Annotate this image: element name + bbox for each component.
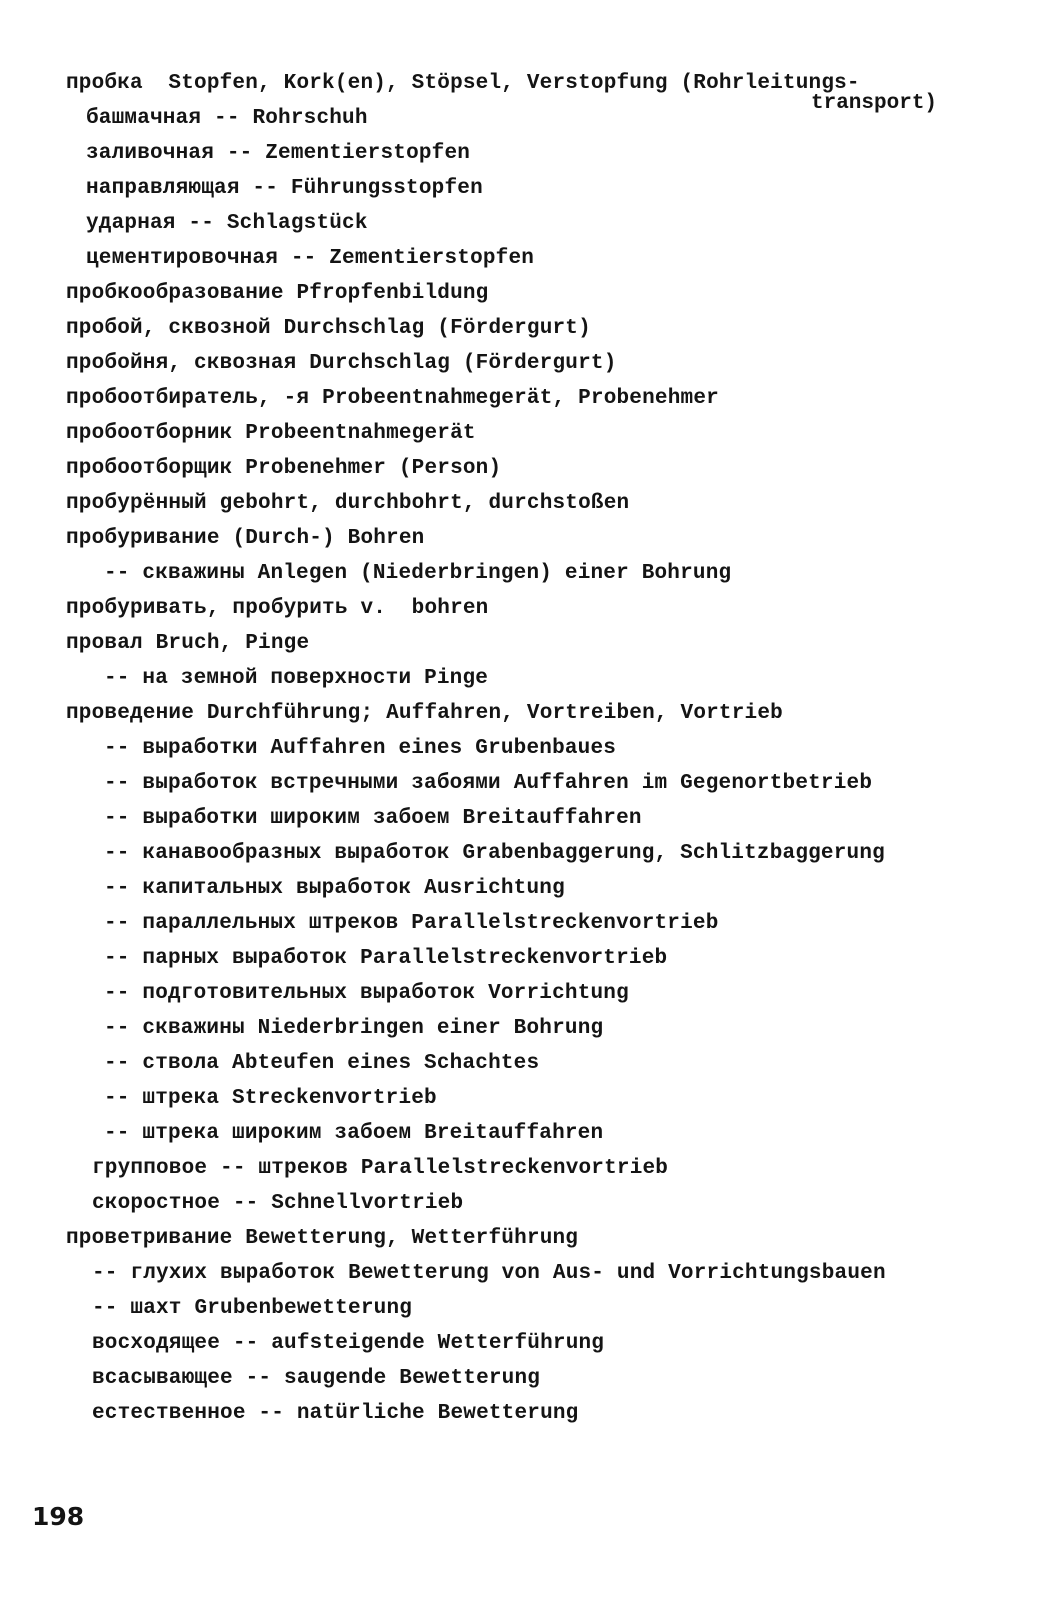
translation: Probeentnahmegerät, Probenehmer [322,387,719,410]
page-number: 198 [32,1502,85,1531]
translation: Vorrichtung [488,982,629,1005]
translation: Probenehmer (Person) [245,457,502,480]
entry-line [104,804,642,834]
headword: -- выработки [104,737,258,760]
translation: Führungsstopfen [290,177,483,200]
headword: проветривание [66,1227,233,1250]
headword: групповое -- штреков [92,1157,349,1180]
entry-line [86,139,470,169]
translation: natürliche Bewetterung [296,1402,579,1425]
entry-line [104,1014,603,1044]
entry-line [92,1364,540,1394]
translation: Durchführung; Auffahren, Vortreiben, Vortrieb [206,702,783,725]
headword: -- штрека широким забоем [104,1122,412,1145]
entry-line [92,1189,463,1219]
headword: -- выработок встречными забоями [104,772,501,795]
translation: Schnellvortrieb [271,1192,464,1215]
headword: пробуривание [66,527,220,550]
translation: Zementierstopfen [265,142,471,165]
entry-line [86,104,368,134]
translation: Grabenbaggerung, Schlitzbaggerung [462,842,885,865]
translation: Grubenbewetterung [194,1297,413,1320]
headword: -- ствола [104,1052,220,1075]
translation: Bruch, Pinge [155,632,310,655]
entry-line [104,874,565,904]
translation: aufsteigende Wetterführung [271,1332,605,1355]
headword: -- штрека [104,1087,220,1110]
entry-line [104,839,885,869]
headword: -- глухих выработок [92,1262,336,1285]
entry-line [66,314,591,344]
headword: -- подготовительных выработок [104,982,476,1005]
translation: Parallelstreckenvortrieb [360,947,668,970]
translation: Parallelstreckenvortrieb [360,1157,669,1180]
headword: направляющая -- [86,177,279,200]
entry-line [104,944,667,974]
entry-line [66,279,488,309]
headword: пробка [66,72,143,95]
headword: -- парных выработок [104,947,348,970]
entry-line [66,524,424,554]
entry-line [66,419,476,449]
translation: Ausrichtung [424,877,565,900]
entry-line [66,454,501,484]
headword: -- на земной поверхности [104,667,412,690]
headword: пробурённый [66,492,207,515]
translation: Bewetterung, Wetterführung [245,1227,579,1250]
entry-line [104,979,629,1009]
translation: v. bohren [360,597,489,620]
entry-line [66,1224,578,1254]
entry-line [104,1084,437,1114]
headword: проведение [66,702,195,725]
headword: пробкообразование [66,282,284,305]
translation: Breitauffahren [462,807,642,830]
translation: saugende Bewetterung [284,1367,541,1390]
entry-line [104,664,488,694]
headword: -- скважины [104,1017,245,1040]
entry-line [86,174,483,204]
headword: башмачная -- [86,107,240,130]
headword: ударная -- [86,212,215,235]
entry-line [66,629,309,659]
translation: Abteufen eines Schachtes [232,1052,540,1075]
entry-line [92,1294,412,1324]
headword: пробоотборщик [66,457,233,480]
entry-line [92,1259,886,1289]
translation: Anlegen (Niederbringen) einer Bohrung [257,562,732,585]
headword: пробойня, сквозная [66,352,297,375]
entry-line [92,1329,604,1359]
entry-line [66,594,489,624]
headword: пробоотборник [66,422,233,445]
entry-line [104,1119,603,1149]
headword: заливочная -- [86,142,253,165]
headword: естественное -- [92,1402,285,1425]
entry-line [104,909,719,939]
headword: провал [66,632,143,655]
entry-line [66,384,719,414]
translation: Streckenvortrieb [232,1087,437,1110]
entry-line [104,769,872,799]
translation: Pfropfenbildung [296,282,489,305]
headword: -- скважины [104,562,245,585]
translation: Rohrschuh [252,107,368,130]
translation: Stopfen, Kork(en), Stöpsel, Verstopfung (Rohrleitungs- [168,72,860,95]
headword: цементировочная -- [86,247,317,270]
headword: -- выработки широким забоем [104,807,450,830]
entry-line [66,349,617,379]
headword: пробуривать, пробурить [66,597,348,620]
headword: пробой, сквозной [66,317,271,340]
entry-line [86,244,534,274]
translation: Breitauffahren [424,1122,604,1145]
headword: пробоотбиратель, -я [66,387,310,410]
translation: Durchschlag (Fördergurt) [283,317,591,340]
translation: Schlagstück [226,212,368,235]
headword: -- канавообразных выработок [104,842,450,865]
entry-line [86,209,368,239]
translation: Pinge [424,667,489,690]
translation: gebohrt, durchbohrt, durchstoßen [219,492,630,515]
translation: Auffahren im Gegenortbetrieb [513,772,873,795]
entry-line [104,559,731,589]
entry-line [92,1399,579,1429]
headword: всасывающее -- [92,1367,272,1390]
translation: Niederbringen einer Bohrung [257,1017,604,1040]
translation: Probeentnahmegerät [245,422,476,445]
headword: восходящее -- [92,1332,259,1355]
entry-line [66,699,783,729]
entry-line [66,489,629,519]
translation: Zementierstopfen [329,247,535,270]
translation: (Durch-) Bohren [232,527,425,550]
translation: Bewetterung von Aus- und Vorrichtungsbauen [348,1262,886,1285]
entry-line [104,734,616,764]
entry-line [92,1154,668,1184]
translation-continuation: transport) [811,92,938,115]
translation: Parallelstreckenvortrieb [411,912,719,935]
translation: Auffahren eines Grubenbaues [270,737,617,760]
headword: скоростное -- [92,1192,259,1215]
entry-probka [66,69,860,99]
headword: -- капитальных выработок [104,877,412,900]
headword: -- параллельных штреков [104,912,399,935]
translation: Durchschlag (Fördergurt) [309,352,617,375]
headword: -- шахт [92,1297,182,1320]
entry-line [104,1049,539,1079]
